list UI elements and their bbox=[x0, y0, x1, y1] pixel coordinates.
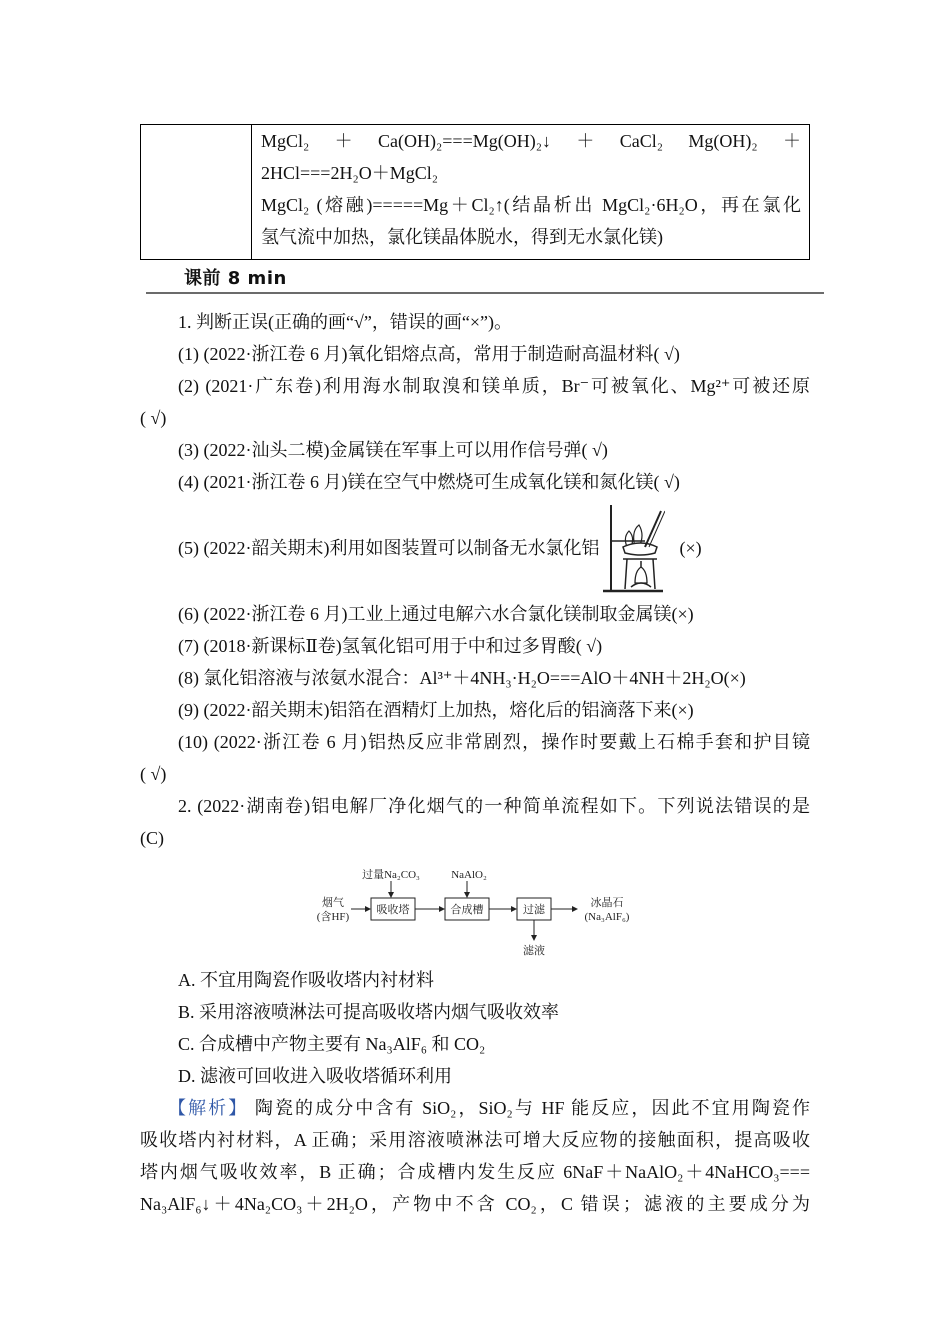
question-body bbox=[140, 306, 810, 1220]
distillation-apparatus-image bbox=[601, 501, 665, 595]
q2-option-a: A. 不宜用陶瓷作吸收塔内衬材料 bbox=[178, 970, 434, 990]
eq-mgoh2: Mg(OH)₂ bbox=[688, 131, 758, 151]
analysis-tag: 【解析】 bbox=[168, 1098, 249, 1118]
q2-option-d: D. 滤液可回收进入吸收塔循环利用 bbox=[178, 1066, 452, 1086]
q1-item-10: (10) (2022·浙江卷 6 月)铝热反应非常剧烈，操作时要戴上石棉手套和护目镜 bbox=[178, 732, 810, 752]
flow-output-filtrate: 滤液 bbox=[523, 945, 545, 957]
q1-item-9: (9) (2022·韶关期末)铝箔在酒精灯上加热，熔化后的铝滴落下来(×) bbox=[178, 700, 694, 720]
q2-answer: (C) bbox=[140, 828, 164, 848]
q1-item-8: (8) 氯化铝溶液与浓氨水混合：Al³⁺＋4NH₃·H₂O===AlO＋4NH＋2H₂O(×) bbox=[178, 668, 746, 688]
equation-line-3-text: MgCl₂ (熔融)=====Mg＋Cl₂↑(结晶析出 MgCl₂·6H₂O，再在氯化 bbox=[261, 195, 801, 215]
page bbox=[140, 124, 810, 1220]
flow-product-line1: 冰晶石 bbox=[590, 897, 624, 909]
q1-stem: 1. 判断正误(正确的画“√”，错误的画“×”)。 bbox=[178, 312, 512, 332]
summary-table bbox=[140, 124, 810, 260]
q1-item-5-answer: (×) bbox=[679, 538, 702, 558]
q1-item-6: (6) (2022·浙江卷 6 月)工业上通过电解六水合氯化镁制取金属镁(×) bbox=[178, 604, 694, 624]
q2-option-b: B. 采用溶液喷淋法可提高吸收塔内烟气吸收效率 bbox=[178, 1002, 560, 1022]
eq-cacl2: CaCl₂ bbox=[619, 131, 663, 151]
q2-analysis-line-4: Na₃AlF₆↓＋4Na₂CO₃＋2H₂O，产物中不含 CO₂，C 错误；滤液的主要成分为 bbox=[140, 1194, 810, 1214]
section-header bbox=[146, 262, 824, 294]
eq-caoh2-reaction: Ca(OH)₂===Mg(OH)₂↓ bbox=[378, 131, 551, 151]
flow-feed-line2: (含HF) bbox=[316, 911, 350, 923]
flow-input-naalo2: NaAlO₂ bbox=[451, 869, 487, 881]
q1-item-1: (1) (2022·浙江卷 6 月)氧化铝熔点高，常用于制造耐高温材料( √) bbox=[178, 344, 680, 364]
q1-item-7: (7) (2018·新课标Ⅱ卷)氢氧化铝可用于中和过多胃酸( √) bbox=[178, 636, 603, 656]
q2-option-c: C. 合成槽中产物主要有 Na₃AlF₆ 和 CO₂ bbox=[178, 1034, 486, 1054]
eq-plus-3: ＋ bbox=[783, 131, 801, 151]
q1-item-5-text: (5) (2022·韶关期末)利用如图装置可以制备无水氯化铝 bbox=[178, 538, 600, 558]
analysis-text-1: 陶瓷的成分中含有 SiO₂，SiO₂与 HF 能反应，因此不宜用陶瓷作 bbox=[254, 1098, 810, 1118]
table-content-cell bbox=[252, 125, 810, 260]
flow-product-line2: (Na₃AlF₆) bbox=[584, 911, 630, 923]
q2-analysis-line-1 bbox=[140, 1092, 810, 1124]
eq-plus-1: ＋ bbox=[334, 131, 353, 151]
process-flow-diagram bbox=[315, 868, 675, 958]
flow-box-filter-label: 过滤 bbox=[523, 904, 545, 916]
equation-line-4: 氢气流中加热，氯化镁晶体脱水，得到无水氯化镁) bbox=[261, 227, 663, 247]
q1-item-2-answer: ( √) bbox=[140, 408, 167, 428]
flow-box-absorber-label: 吸收塔 bbox=[376, 904, 410, 916]
q2-stem: 2. (2022·湖南卷)铝电解厂净化烟气的一种简单流程如下。下列说法错误的是 bbox=[178, 796, 810, 816]
equation-line-1 bbox=[261, 125, 801, 157]
flow-box-synthesis-label: 合成槽 bbox=[450, 904, 484, 916]
q2-analysis-line-3: 塔内烟气吸收效率，B 正确；合成槽内发生反应 6NaF＋NaAlO₂＋4NaHCO₃=== bbox=[140, 1162, 810, 1182]
flow-input-na2co3: 过量Na₂CO₃ bbox=[362, 869, 420, 881]
table-label-cell bbox=[141, 125, 252, 260]
eq-mgcl2: MgCl₂ bbox=[261, 131, 310, 151]
equation-line-3 bbox=[261, 189, 801, 221]
equation-line-2: 2HCl===2H₂O＋MgCl₂ bbox=[261, 163, 439, 183]
q1-item-3: (3) (2022·汕头二模)金属镁在军事上可以用作信号弹( √) bbox=[178, 440, 608, 460]
eq-plus-2: ＋ bbox=[576, 131, 595, 151]
q1-item-2: (2) (2021·广东卷)利用海水制取溴和镁单质，Br⁻可被氧化、Mg²⁺可被还原 bbox=[178, 376, 810, 396]
q1-item-4: (4) (2021·浙江卷 6 月)镁在空气中燃烧可生成氧化镁和氮化镁( √) bbox=[178, 472, 680, 492]
q1-item-5 bbox=[140, 498, 810, 598]
section-title: 课前 8 min bbox=[184, 268, 287, 289]
q1-item-10-answer: ( √) bbox=[140, 764, 167, 784]
flow-feed-line1: 烟气 bbox=[322, 897, 344, 909]
q2-analysis-line-2: 吸收塔内衬材料，A 正确；采用溶液喷淋法可增大反应物的接触面积，提高吸收 bbox=[140, 1130, 810, 1150]
